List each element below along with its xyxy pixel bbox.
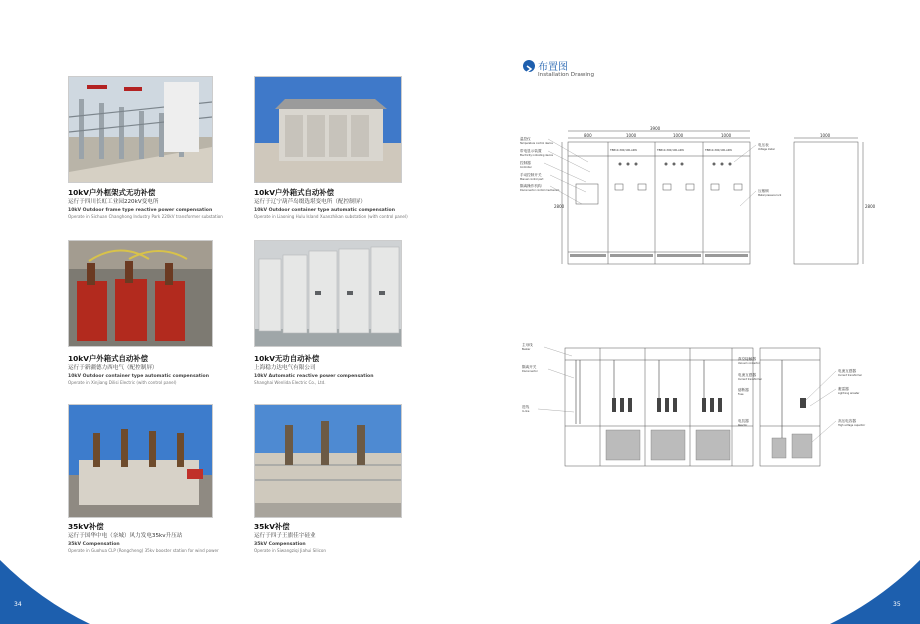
label-manual-switch-en: Manual control part <box>520 178 544 181</box>
caption-en-site: Operate in Xinjiang Dilisi Electric (with control panel) <box>68 380 177 385</box>
photo-outdoor-container <box>254 76 402 183</box>
label-lock: 压敏铜 <box>758 189 769 193</box>
caption-photo-4 <box>254 354 424 386</box>
caption-photo-1 <box>68 188 238 220</box>
label-controller-en: Controller <box>520 166 532 169</box>
label-isolator-en: Disconnector control mechanism <box>520 189 560 192</box>
panel-plate-2: TBB10-300/100-AKW <box>657 149 684 152</box>
caption-en-title: 35kV Compensation <box>68 542 120 547</box>
caption-en-site: Operate in Siwangziqi Jiahui Silicon <box>254 548 326 553</box>
caption-cn-title: 35kV补偿 <box>68 522 104 531</box>
dim-side-width: 1000 <box>820 133 831 138</box>
label-live-display: 带电显示装置 <box>520 149 542 153</box>
caption-cn-title: 10kV户外箱式自动补偿 <box>254 188 335 197</box>
label-disconnector: 隔离开关 <box>522 365 537 369</box>
caption-photo-5 <box>68 522 238 554</box>
label-arrester-en: Lightning arrester <box>838 392 860 395</box>
photo-indoor-cabinets <box>254 240 402 347</box>
front-view-drawing <box>518 126 898 276</box>
caption-en-site: Shanghai Wenlida Electric Co., Ltd. <box>254 380 326 385</box>
panel-plate-3: TBB10-300/100-AKW <box>705 149 732 152</box>
label-reactor: 电抗器 <box>738 419 749 423</box>
label-voltmeter-en: Voltage meter <box>758 148 775 151</box>
dim-width-4: 1000 <box>721 133 732 138</box>
label-live-display-en: Electricity indicating device <box>520 154 554 157</box>
caption-en-title: 10kV Outdoor container type automatic compensation <box>68 374 209 379</box>
caption-en-title: 10kV Automatic reactive power compensation <box>254 374 374 379</box>
dim-side-height: 2800 <box>865 204 876 209</box>
page-number-right: 35 <box>893 601 901 608</box>
photo-35kv-yard-2 <box>254 404 402 518</box>
caption-cn-site: 运行于辽宁葫芦岛缀选堪变电所（配控制屏） <box>254 199 366 205</box>
label-ct-1-en: Current transformer <box>738 378 762 381</box>
label-busbar-en: Busbar <box>522 348 531 351</box>
label-busbar: 主母线 <box>522 343 533 347</box>
dim-width-1: 800 <box>584 133 592 138</box>
label-capacitor: 高压电容器 <box>838 419 856 423</box>
label-manual-switch: 手动控制开关 <box>520 173 542 177</box>
photo-35kv-yard-1 <box>68 404 213 518</box>
label-lock-en: Metal pressure lock <box>758 194 782 197</box>
label-ct-1: 电流互感器 <box>738 373 756 377</box>
page-number-left: 34 <box>14 601 22 608</box>
label-ct-2: 电流互感器 <box>838 369 856 373</box>
label-voltmeter: 电压表 <box>758 143 769 147</box>
caption-en-site: Operate in Guohua CLP (Rongcheng) 35kv booster station for wind power <box>68 548 219 553</box>
dim-overall: 3900 <box>650 126 661 131</box>
caption-photo-2 <box>254 188 424 220</box>
photo-outdoor-frame <box>68 76 213 183</box>
label-temp-control-en: Temperature control device <box>520 142 553 145</box>
single-line-drawing <box>520 338 900 473</box>
label-arrester: 避雷器 <box>838 387 849 391</box>
caption-cn-title: 35kV补偿 <box>254 522 290 531</box>
dim-width-3: 1000 <box>673 133 684 138</box>
caption-en-title: 10kV Outdoor frame type reactive power compensation <box>68 208 213 213</box>
section-arrow-icon <box>523 60 535 72</box>
caption-en-site: Operate in Liaoning Hulu Island Xuanzhikan substation (with control panel) <box>254 214 408 219</box>
dim-width-2: 1000 <box>626 133 637 138</box>
label-isolator: 隔离操作机构 <box>520 184 542 188</box>
panel-plate-1: TBB10-300/100-AKW <box>610 149 637 152</box>
caption-cn-site: 运行于四川长虹工业园220kV变电所 <box>68 199 159 205</box>
caption-photo-6 <box>254 522 424 554</box>
label-ct-2-en: Current transformer <box>838 374 862 377</box>
label-capacitor-en: High voltage capacitor <box>838 424 866 427</box>
caption-cn-title: 10kV户外框架式无功补偿 <box>68 188 156 197</box>
caption-en-title: 35kV Compensation <box>254 542 306 547</box>
caption-cn-site: 运行于国华中电（奈城）风力发电35kv升压站 <box>68 533 183 539</box>
caption-cn-site: 运行于新疆德力西电气（配控制屏） <box>68 365 158 371</box>
caption-en-site: Operate in Sichuan Changhong Industry Park 220kV transformer substation <box>68 214 223 219</box>
label-vacuum-contactor-en: Vacuum contactor <box>738 362 760 365</box>
label-inline: 进线 <box>522 405 530 409</box>
caption-cn-site: 运行于四子王旗佳宇硅业 <box>254 533 316 539</box>
caption-cn-title: 10kV户外箱式自动补偿 <box>68 354 149 363</box>
label-controller: 控制器 <box>520 161 531 165</box>
dim-height: 2800 <box>554 204 565 209</box>
section-title: 布置图 <box>538 62 568 73</box>
section-subtitle: Installation Drawing <box>538 72 595 78</box>
caption-photo-3 <box>68 354 238 386</box>
label-fuse-en: Fuse <box>738 393 744 396</box>
label-fuse: 熔断器 <box>738 388 749 392</box>
photo-container-red-units <box>68 240 213 347</box>
label-disconnector-en: Disconnector <box>522 370 538 373</box>
caption-en-title: 10kV Outdoor container type automatic compensation <box>254 208 395 213</box>
label-temp-control: 温控仪 <box>520 137 531 141</box>
caption-cn-title: 10kV无功自动补偿 <box>254 354 320 363</box>
label-vacuum-contactor: 真空接触器 <box>738 357 756 361</box>
label-reactor-en: Reactor <box>738 424 748 427</box>
label-inline-en: In-line <box>522 410 530 413</box>
caption-cn-site: 上海稳力达电气有限公司 <box>254 365 316 371</box>
